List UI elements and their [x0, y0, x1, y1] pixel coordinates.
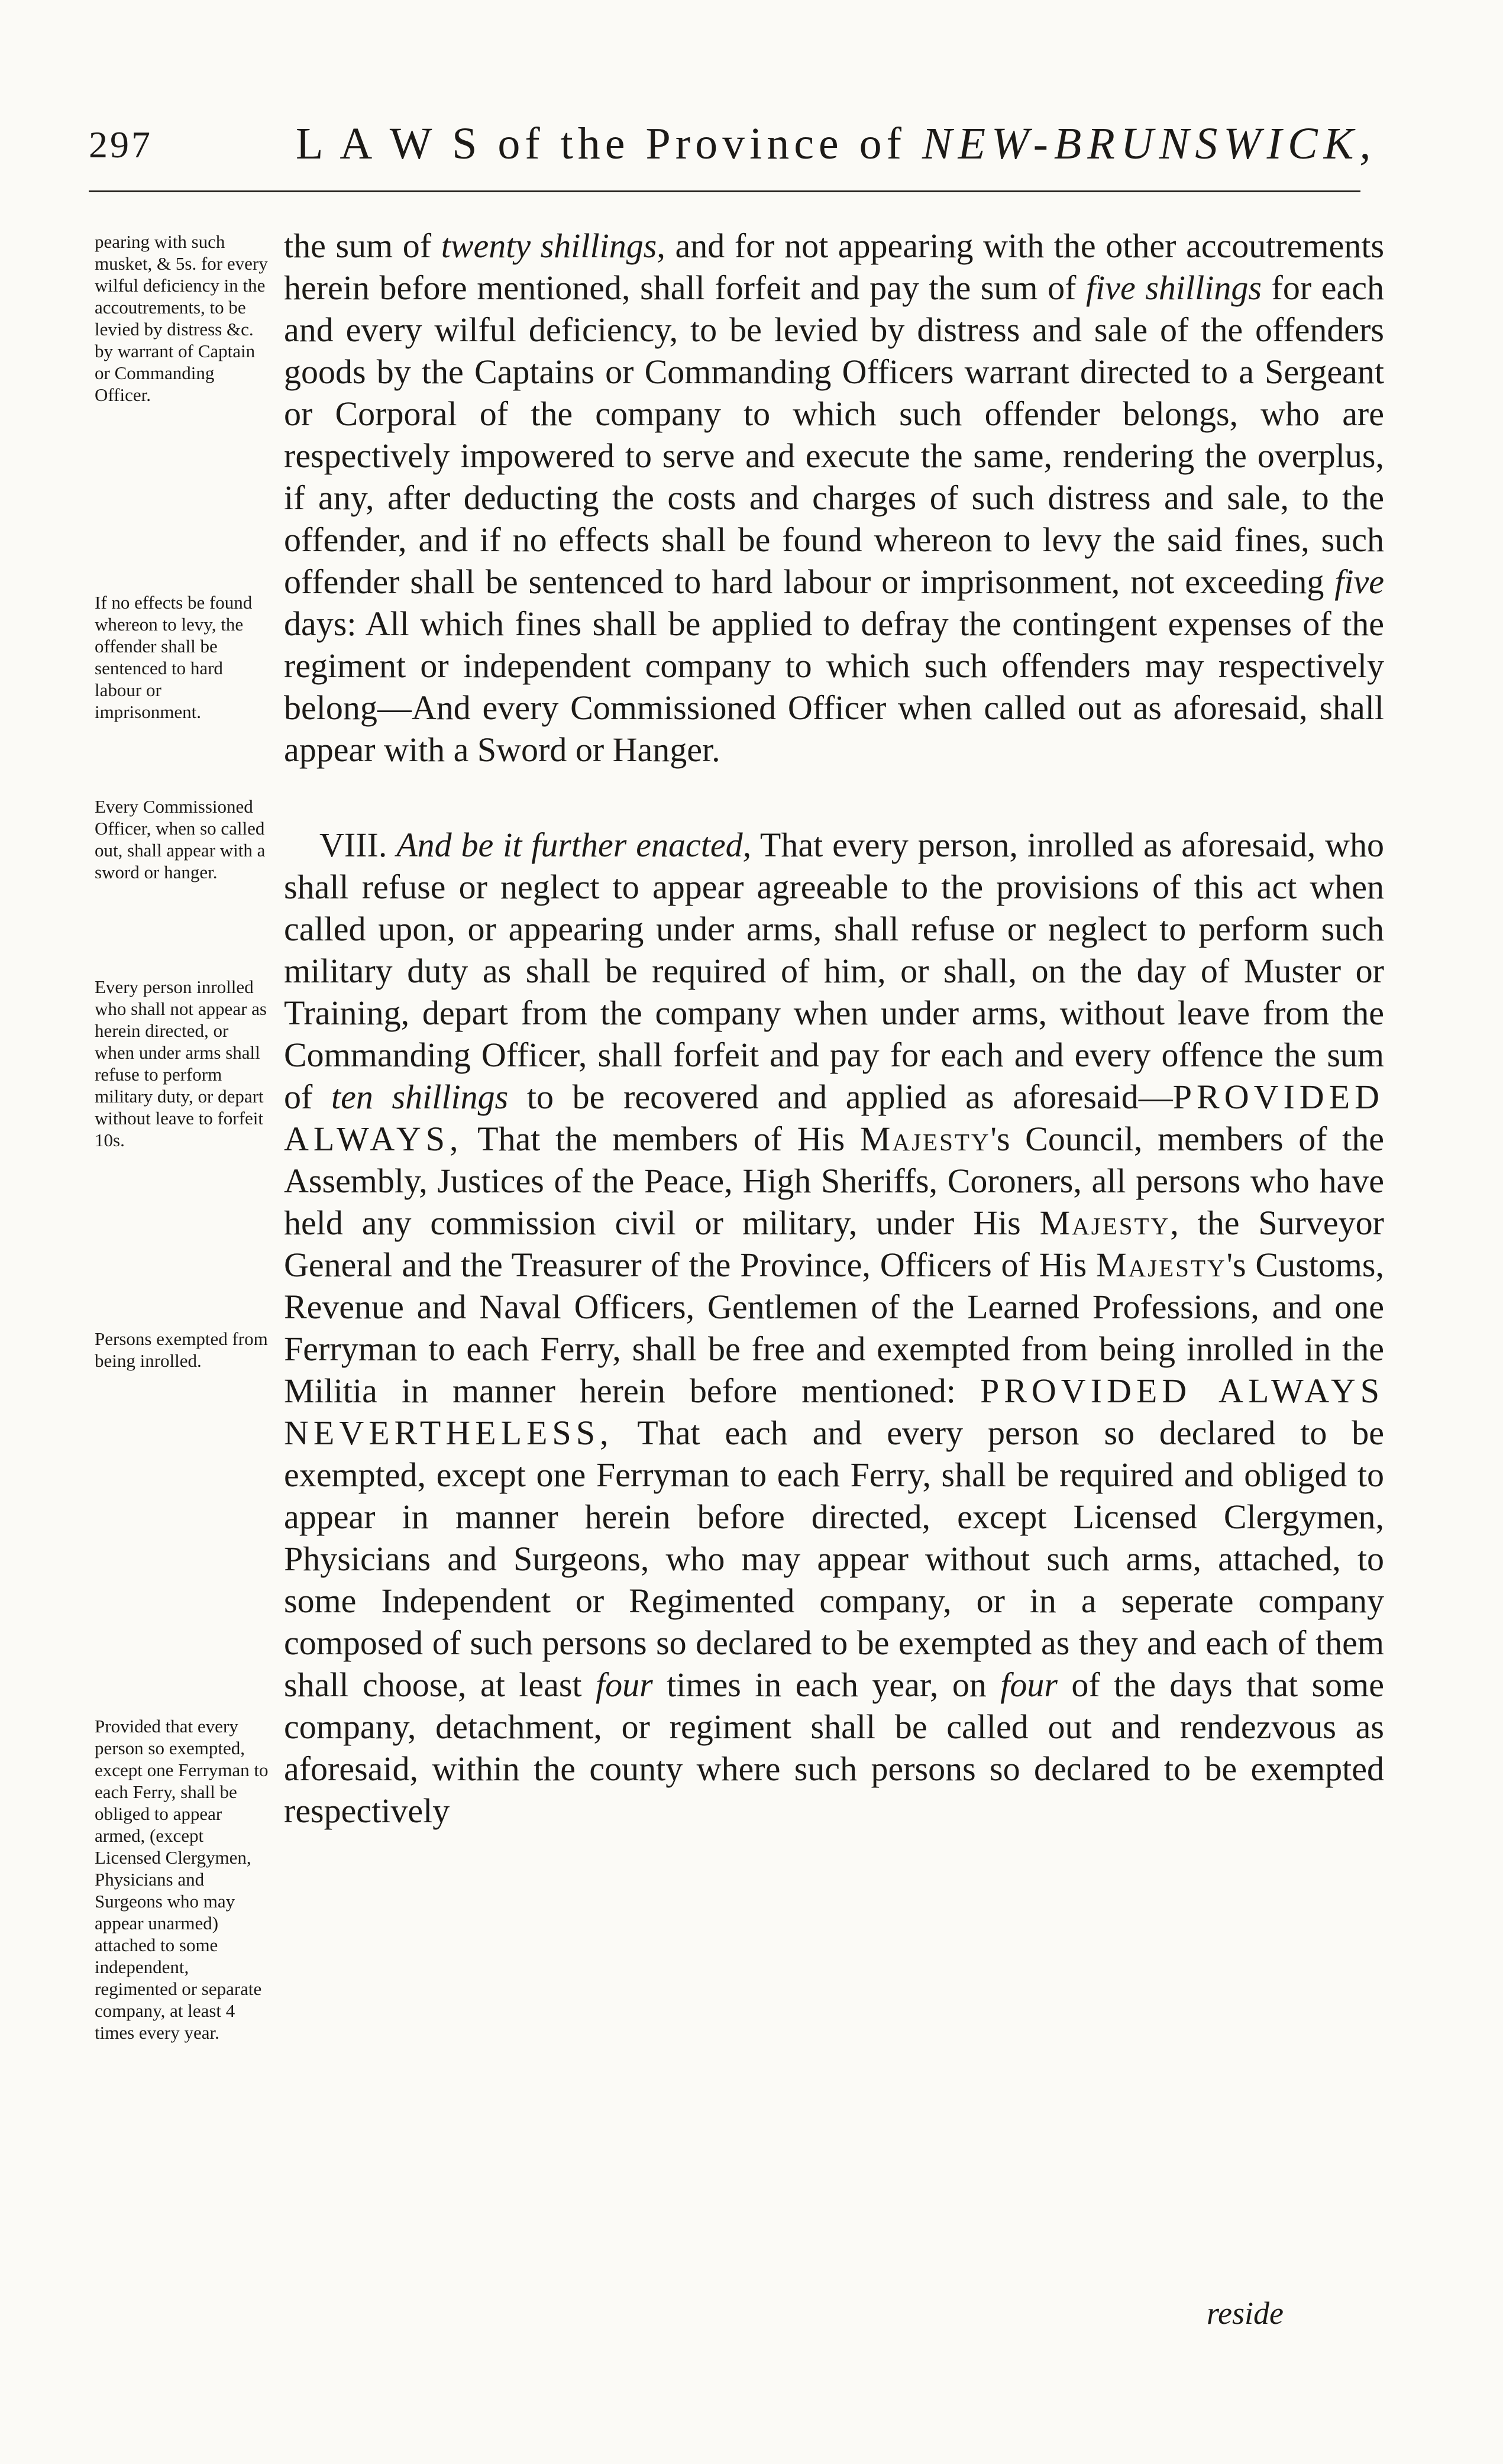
margin-note: Every Commissioned Officer, when so called out, shall appear with a sword or hanger. [95, 796, 266, 882]
running-title [296, 118, 1376, 170]
margin-note: If no effects be found whereon to levy, the offender shall be sentenced to hard labour or imprisonment. [95, 592, 253, 722]
header-rule [89, 190, 1360, 192]
enacting-clause: And be it further enacted, [396, 826, 752, 864]
margin-note: pearing with such musket, & 5s. for every wilful deficiency in the accoutrements, to be levied by distress &c. by warrant of Captain or Commanding Officer. [95, 231, 268, 405]
catchword: reside [1207, 2295, 1284, 2331]
page-number: 297 [89, 124, 153, 166]
section-viii: VIII. And be it further enacted, That every person, inrolled as aforesaid, who shall refuse or neglect to appear agreeable to the provisions of this act when called upon, or appearing under arms, shall refuse or neglect to perform such military duty as shall be required of him, or shall, on the day of Muster or Training, depart from the company when under arms, without leave from the Commanding Officer, shall forfeit and pay for each and every offence the sum of ten shillings to be recovered and applied as aforesaid—PROVIDED ALWAYS, That the members of His Majesty's Council, members of the Assembly, Justices of the Peace, High Sheriffs, Coroners, all persons who have held any commission civil or military, under His Majesty, the Surveyor General and the Treasurer of the Province, Officers of His Majesty's Customs, Revenue and Naval Officers, Gentlemen of the Learned Professions, and one Ferryman to each Ferry, shall be free and exempted from being inrolled in the Militia in manner herein before mentioned: PROVIDED ALWAYS NEVERTHELESS, That each and every person so declared to be exempted, except one Ferryman to each Ferry, shall be required and obliged to appear in manner herein before directed, except Licensed Clergymen, Physicians and Surgeons, who may appear without such arms, attached, to some Independent or Regimented company, or in a seperate company composed of such persons so declared to be exempted as they and each of them shall choose, at least four times in each year, on four of the days that some company, detachment, or regiment shall be called out and rendezvous as aforesaid, within the county where such persons so declared to be exempted respectively [284, 826, 1385, 1830]
paragraph-continuation: the sum of twenty shillings, and for not appearing with the other accoutrements herein before mentioned, shall forfeit and pay the sum of five shillings for each and every wilful deficiency, to be levied by distress and sale of the offenders goods by the Captains or Commanding Officers warrant directed to a Sergeant or Corporal of the company to which such offender belongs, who are respectively impowered to serve and execute the same, rendering the overplus, if any, after deducting the costs and charges of such distress and sale, to the offender, and if no effects shall be found whereon to levy the said fines, such offender shall be sentenced to hard labour or imprisonment, not exceeding five days: All which fines shall be applied to defray the contingent expenses of the regiment or independent company to which such offenders may respectively belong—And every Commissioned Officer when called out as aforesaid, shall appear with a Sword or Hanger. [284, 227, 1385, 769]
margin-note: Every person inrolled who shall not appear as herein directed, or when under arms shall refuse to perform military duty, or depart without leave to forfeit 10s. [95, 976, 267, 1150]
body-text [284, 225, 1384, 1832]
section-numeral: VIII. [319, 826, 387, 864]
margin-note: Provided that every person so exempted, except one Ferryman to each Ferry, shall be obliged to appear armed, (except Licensed Clergymen, Physicians and Surgeons who may appear unarmed) attached to some independent, regimented or separate company, at least 4 times every year. [95, 1716, 269, 2043]
page-header [89, 118, 1377, 183]
margin-note: Persons exempted from being inrolled. [95, 1328, 268, 1371]
province-name: NEW-BRUNSWICK, [922, 119, 1377, 169]
running-title-text: L A W S of the Province of [296, 119, 906, 169]
